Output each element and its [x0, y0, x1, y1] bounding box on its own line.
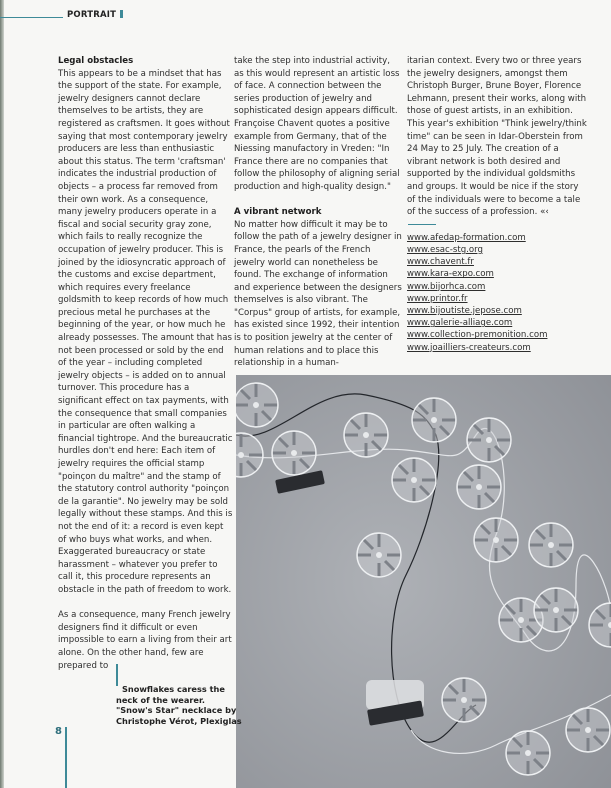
- caption-line: "Snow's Star" necklace by: [116, 705, 237, 716]
- link-afedap[interactable]: www.afedap-formation.com: [407, 232, 526, 243]
- page-number: 8: [55, 726, 62, 737]
- article-column-2: [234, 55, 402, 370]
- header-rule: [0, 17, 63, 18]
- article-column-3: [407, 55, 587, 354]
- link-joailliers-createurs[interactable]: www.joailliers-createurs.com: [407, 342, 531, 353]
- link-chavent[interactable]: www.chavent.fr: [407, 257, 474, 268]
- paragraph: This appears to be a mindset that has the support of the state. For example, jewelry designers cannot declare themselves to be artists, they are registered as craftsmen. It goes without saying that most contemporary jewelry producers are less than enthusiastic about this status. The term 'craftsman' indicates the industrial production of objects – a process far removed from their own work. As a consequence, many jewelry producers operate in a fiscal and social security gray zone, which fails to really recognize the occupation of jewelry producer. This is joined by the idiosyncratic approach of the customs and excise department, which requires every freelance goldsmith to keep records of how much precious metal he purchases at the beginning of the year, or how much he already possesses. The amount that has not been processed or sold by the end of the year – including completed jewelry objects – is added on to annual turnover. This procedure has a significant effect on tax payments, with the consequence that small companies in particular are often walking a financial tightrope. And the bureaucratic hurdles don't end here: Each item of jewelry requires the official stamp "poinçon du maître" and the stamp of the statutory control authority "poinçon de la garantie". No jewelry may be sold legally without these stamps. And this is not the end of it: a record is even kept of who buys what works, and when. Exaggerated bureaucracy or state harassment – whatever you prefer to call it, this procedure represents an obstacle in the path of freedom to work.: [58, 68, 233, 595]
- link-esac[interactable]: www.esac-stg.org: [407, 244, 484, 255]
- link-list: [407, 232, 587, 354]
- caption-line: Christophe Vérot, Plexiglas: [116, 715, 242, 726]
- caption-line: Snowflakes caress the: [122, 684, 225, 694]
- paragraph: itarian context. Every two or three years the jewelry designers, amongst them Christoph Burger, Brune Boyer, Florence Lehmann, present their works, along with those of guest artists, in an exhibition. This year's exhibition "Think jewelry/think time" can be seen in Idar-Oberstein from 24 May to 25 July. The creation of a vibrant network is both desired and supported by the individual goldsmiths and groups. It would be nice if the story of the individuals were to become a tale of the success of a profession. «‹: [407, 56, 587, 218]
- paragraph: take the step into industrial activity, as this would represent an artistic loss of face. A connection between the series production of jewelry and sophisticated design appears difficult. Françoise Chavent quotes a positive example from Germany, that of the Niessing manufactory in Vreden: "In France there are no companies that follow the philosophy of aligning serial production and high-quality design.": [234, 56, 400, 192]
- caption-accent-bar: [116, 664, 118, 686]
- footer-rule: [65, 727, 67, 788]
- necklace-photo: [236, 375, 611, 788]
- page-spine-shadow: [0, 0, 4, 788]
- link-collection-premonition[interactable]: www.collection-premonition.com: [407, 330, 548, 341]
- caption-line: neck of the wearer.: [116, 694, 205, 705]
- paragraph: As a consequence, many French jewelry designers find it difficult or even impossible to earn a living from their art alone. On the other hand, few are prepared to: [58, 610, 232, 671]
- link-galerie-alliage[interactable]: www.galerie-alliage.com: [407, 318, 513, 329]
- photo-caption: [116, 684, 246, 726]
- link-kara-expo[interactable]: www.kara-expo.com: [407, 269, 494, 280]
- section-marker: [120, 10, 123, 18]
- link-bijoutiste[interactable]: www.bijoutiste.jepose.com: [407, 305, 522, 316]
- section-label: PORTRAIT: [67, 10, 117, 20]
- paragraph: No matter how difficult it may be to follow the path of a jewelry designer in France, the pearls of the French jewelry world can nonetheless be found. The exchange of information and experience between the designers themselves is also vibrant. The "Corpus" group of artists, for example, has existed since 1992, their intention is to position jewelry at the center of human relations and to place this relationship in a human-: [234, 219, 402, 369]
- heading-vibrant-network: A vibrant network: [234, 207, 322, 218]
- link-bijorhca[interactable]: www.bijorhca.com: [407, 281, 486, 292]
- section-header: [67, 10, 123, 20]
- heading-legal-obstacles: Legal obstacles: [58, 56, 134, 66]
- link-printor[interactable]: www.printor.fr: [407, 293, 468, 304]
- links-divider: [408, 224, 436, 225]
- article-column-1: [58, 55, 234, 672]
